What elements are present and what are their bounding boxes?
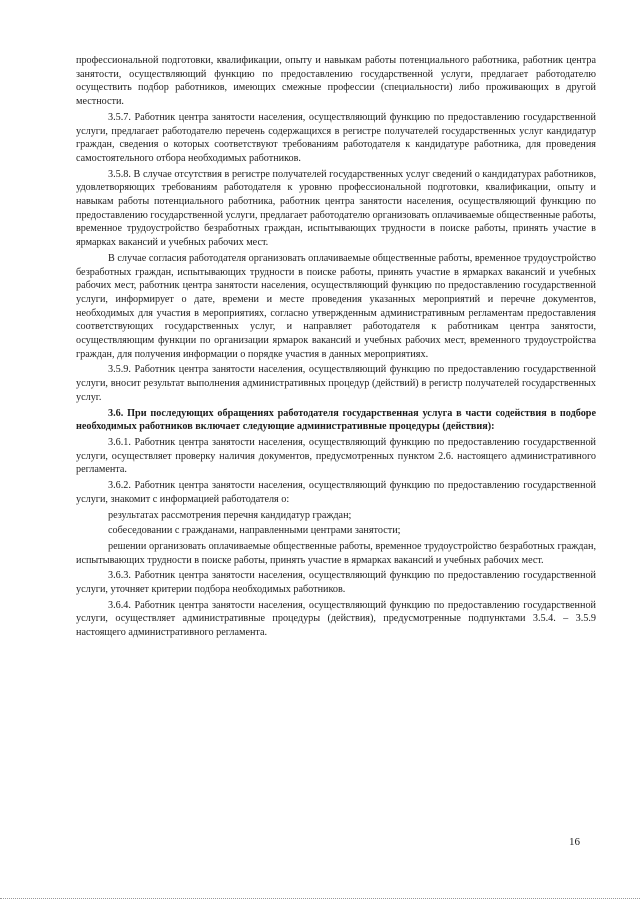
list-item-review-results: результатах рассмотрения перечня кандидатур граждан;	[108, 509, 352, 521]
scan-edge-line	[0, 898, 640, 899]
paragraph-3-6-4: 3.6.4. Работник центра занятости населения, осуществляющий функцию по предоставлению государственной услуги, осуществляет административные процедуры (действия), предусмотренные подпунктами 3.5.4. – 3.5.9 настоящего административного регламента.	[76, 599, 596, 639]
paragraph-3-6-2: 3.6.2. Работник центра занятости населения, осуществляющий функцию по предоставлению государственной услуги, знакомит с информацией работодателя о:	[76, 480, 596, 505]
paragraph-3-5-7: 3.5.7. Работник центра занятости населения, осуществляющий функцию по предоставлению государственной услуги, предлагает работодателю перечень содержащихся в регистре получателей государственных услуг кандидатур граждан, сведения о которых соответствуют требованиям работодателя к кандидатуре работника, для проведения самостоятельного отбора необходимых работников.	[76, 111, 596, 164]
paragraph-3-5-9: 3.5.9. Работник центра занятости населения, осуществляющий функцию по предоставлению государственной услуги, вносит результат выполнения административных процедур (действий) в регистр получателей государственных услуг.	[76, 364, 596, 403]
paragraph-3-6-1: 3.6.1. Работник центра занятости населения, осуществляющий функцию по предоставлению государственной услуги, осуществляет проверку наличия документов, предусмотренных пунктом 2.6. настоящего административного регламента.	[76, 436, 596, 476]
paragraph-3-5-8: 3.5.8. В случае отсутствия в регистре получателей государственных услуг сведений о кандидатурах работников, удовлетворяющих требованиям работодателя к уровню профессиональной подготовки, квалификации, опыту и навыкам работы потенциального работника, работник центра занятости населения, осуществляющий функцию по предоставлению государственной услуги, предлагает работодателю организовать оплачиваемые общественные работы, временное трудоустройство безработных граждан, испытывающих трудности в поиске работы, принять участие в ярмарках вакансий и учебных рабочих мест.	[76, 168, 596, 249]
list-item-interviews: собеседовании с гражданами, направленными центрами занятости;	[108, 525, 401, 537]
paragraph-consent: В случае согласия работодателя организовать оплачиваемые общественные работы, временное трудоустройство безработных граждан, испытывающих трудности в поиске работы, принять участие в ярмарках вакансий и учебных рабочих мест, работник центра занятости населения, осуществляющий функцию по предоставлению государственной услуги, информирует о дате, времени и месте проведения указанных мероприятий и перечне документов, необходимых для участия в мероприятиях, согласно утвержденным административным регламентам предоставления соответствующих государственных услуг, и направляет работодателя к работникам центра занятости, осуществляющим функции по организации ярмарок вакансий и учебных рабочих мест, временного трудоустройства граждан, для получения информации о порядке участия в данных мероприятиях.	[76, 252, 596, 360]
page-number: 16	[569, 836, 580, 848]
section-heading-3-6: 3.6. При последующих обращениях работодателя государственная услуга в части содействия в подборе необходимых работников включает следующие административные процедуры (действия):	[76, 407, 596, 433]
document-body	[76, 54, 596, 642]
paragraph-3-5-6-continuation: профессиональной подготовки, квалификации, опыту и навыкам работы потенциального работника, работник центра занятости, осуществляющий функцию по предоставлению государственной услуги, предлагает работодателю осуществить подбор работников, имеющих смежные профессии (специальности) либо проживающих в другой местности.	[76, 55, 596, 108]
list-item-decision: решении организовать оплачиваемые общественные работы, временное трудоустройство безработных граждан, испытывающих трудности в поиске работы, принять участие в ярмарках вакансий и учебных рабочих мест.	[76, 540, 596, 566]
paragraph-3-6-3: 3.6.3. Работник центра занятости населения, осуществляющий функцию по предоставлению государственной услуги, уточняет критерии подбора необходимых работников.	[76, 570, 596, 596]
